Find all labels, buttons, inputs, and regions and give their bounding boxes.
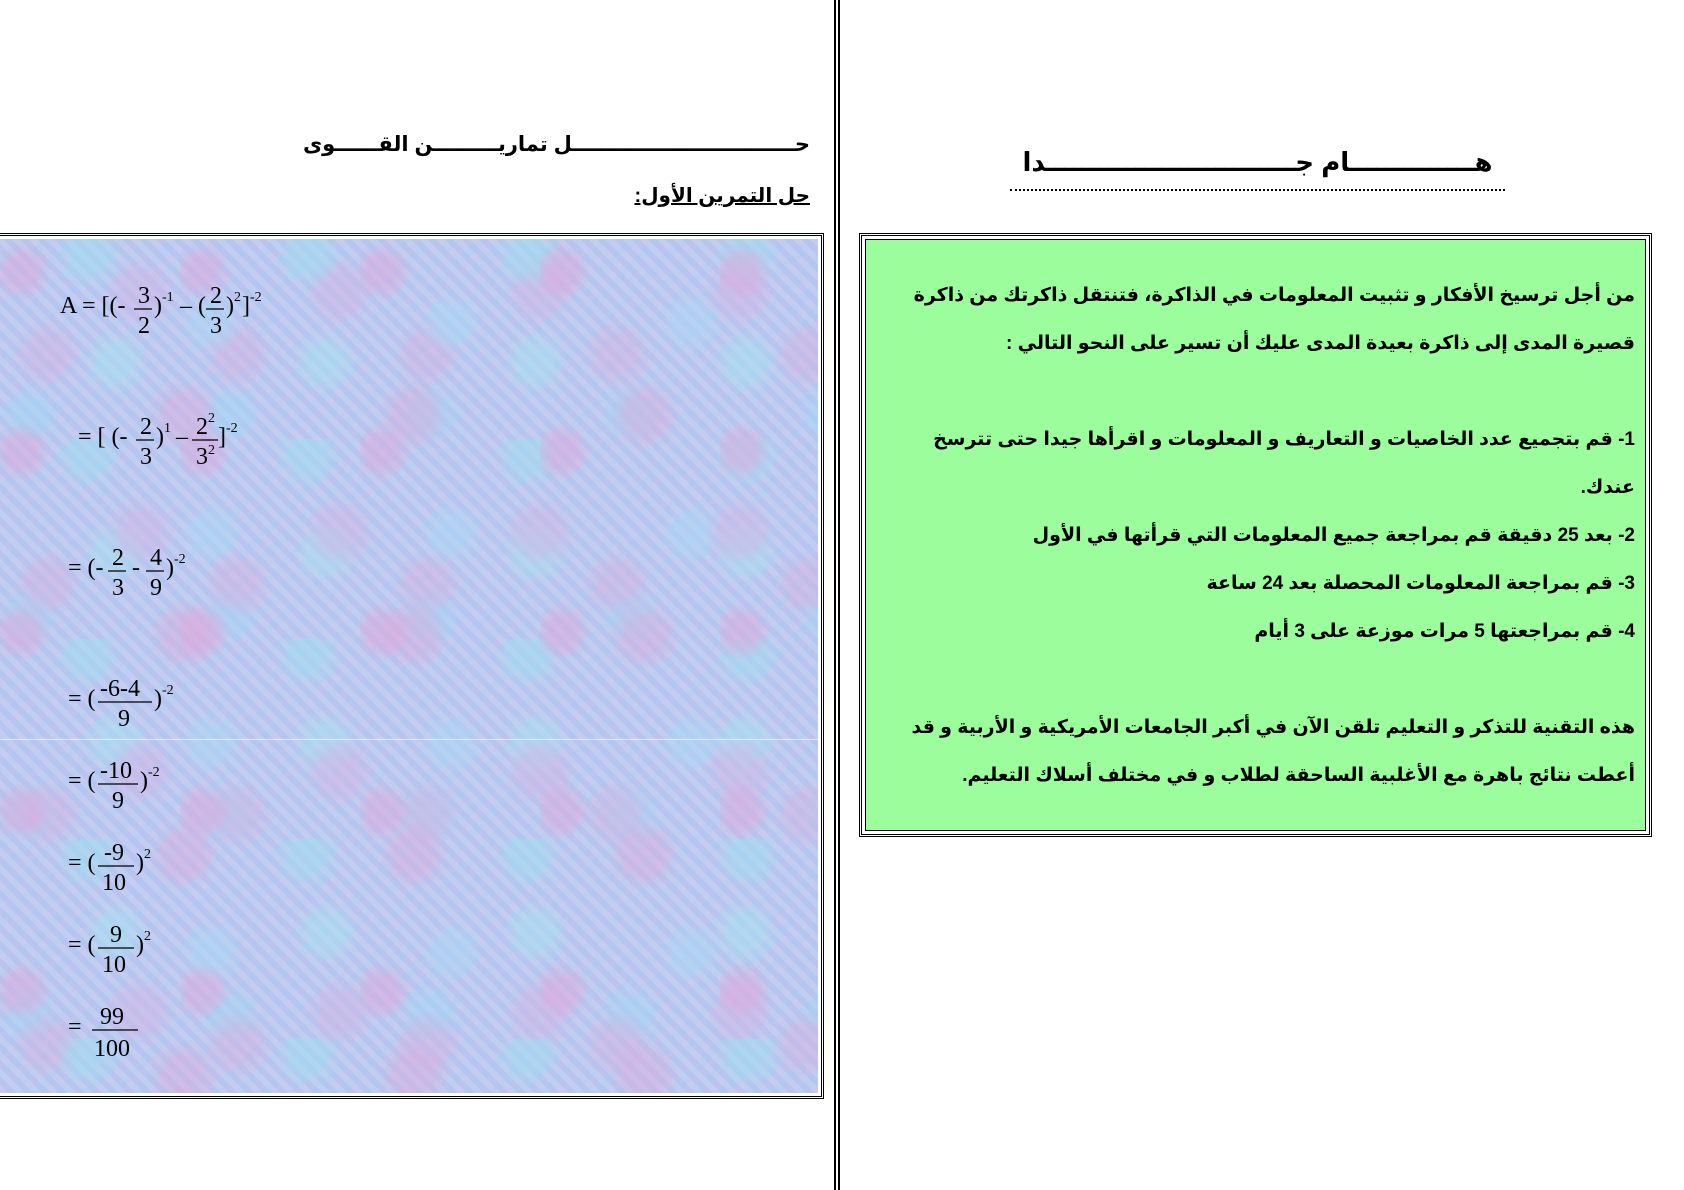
math-step-5 (68, 748, 388, 828)
svg-text:): ) (156, 424, 164, 450)
math-step-3 (68, 535, 388, 615)
exercise-subtitle: حل التمرين الأول: (634, 185, 810, 207)
page-divider (834, 0, 840, 1190)
svg-text:3: 3 (138, 283, 150, 309)
svg-text:-2: -2 (226, 421, 238, 436)
svg-text:100: 100 (94, 1036, 130, 1062)
svg-text:2: 2 (196, 414, 208, 440)
math-step-4 (68, 666, 388, 746)
svg-text:-2: -2 (250, 290, 262, 305)
svg-text:-6-4: -6-4 (100, 676, 140, 702)
svg-text:9: 9 (112, 788, 124, 814)
svg-text:= (: = ( (68, 768, 96, 794)
svg-text:10: 10 (102, 870, 126, 896)
svg-text:= [ (-: = [ (- (78, 424, 128, 450)
svg-text:): ) (136, 932, 144, 958)
svg-text:= (-: = (- (68, 555, 104, 581)
math-step-1 (60, 273, 380, 353)
svg-text:4: 4 (150, 545, 162, 571)
svg-text:– (: – ( (180, 293, 206, 319)
svg-text:2: 2 (210, 283, 222, 309)
svg-text:2: 2 (208, 411, 215, 426)
spacer (886, 656, 1635, 704)
svg-text:]: ] (218, 424, 226, 450)
math-solution-panel (0, 239, 818, 1093)
svg-text:1: 1 (164, 421, 171, 436)
svg-text:3: 3 (140, 444, 152, 470)
svg-text:-1: -1 (162, 290, 174, 305)
svg-text:): ) (136, 850, 144, 876)
svg-text:): ) (140, 768, 148, 794)
svg-text:9: 9 (118, 706, 130, 732)
tip-item-4: 4- قم بمراجعتها 5 مرات موزعة على 3 أيام (1254, 621, 1635, 642)
math-step-7 (68, 912, 388, 992)
tip-item-3: 3- قم بمراجعة المعلومات المحصلة بعد 24 ساعة (1206, 573, 1635, 594)
svg-text:): ) (226, 293, 234, 319)
svg-text:]: ] (242, 293, 250, 319)
svg-text:): ) (166, 555, 174, 581)
svg-text:2: 2 (144, 847, 151, 862)
memory-tips-box (865, 239, 1646, 831)
svg-text:-: - (132, 555, 140, 581)
svg-text:-9: -9 (104, 840, 124, 866)
svg-text:10: 10 (102, 952, 126, 978)
svg-text:3: 3 (196, 444, 208, 470)
svg-text:A = [(-: A = [(- (60, 293, 126, 319)
svg-text:3: 3 (112, 575, 124, 601)
tip-item-1: 1- قم بتجميع عدد الخاصيات و التعاريف و المعلومات و اقرأها جيدا حتى تترسخ عندك. (933, 429, 1635, 498)
svg-text:2: 2 (234, 290, 241, 305)
svg-text:= (: = ( (68, 686, 96, 712)
note-frame (859, 233, 1652, 837)
spacer (886, 368, 1635, 416)
svg-text:3: 3 (210, 313, 222, 339)
svg-text:2: 2 (144, 929, 151, 944)
svg-text:-2: -2 (174, 552, 186, 567)
svg-text:2: 2 (140, 414, 152, 440)
svg-text:-2: -2 (148, 765, 160, 780)
svg-text:=: = (68, 1014, 82, 1040)
math-step-6 (68, 830, 388, 910)
svg-text:-2: -2 (162, 683, 174, 698)
svg-text:9: 9 (150, 575, 162, 601)
math-step-2 (78, 404, 398, 484)
svg-text:2: 2 (138, 313, 150, 339)
svg-text:2: 2 (112, 545, 124, 571)
svg-text:): ) (154, 686, 162, 712)
tip-item-2: 2- بعد 25 دقيقة قم بمراجعة جميع المعلومات التي قرأتها في الأول (1032, 525, 1635, 546)
svg-text:–: – (176, 424, 188, 450)
important-title: هــــــــــــــام جــــــــــــــــــــــــــــدا (1010, 147, 1505, 191)
math-solution-frame (0, 233, 824, 1099)
svg-text:99: 99 (100, 1004, 124, 1030)
intro-paragraph: من أجل ترسيخ الأفكار و تثبيت المعلومات في الذاكرة، فتنتقل ذاكرتك من ذاكرة قصيرة المدى إلى ذاكرة بعيدة المدى عليك أن تسير على النحو التالي : (913, 285, 1635, 354)
svg-text:2: 2 (208, 443, 215, 458)
solution-title: حـــــــــــــــــــــــــــــــل تماريـــــــــن القــــــوى (302, 133, 810, 156)
svg-text:= (: = ( (68, 850, 96, 876)
svg-text:-10: -10 (100, 758, 132, 784)
svg-text:= (: = ( (68, 932, 96, 958)
svg-text:): ) (154, 293, 162, 319)
math-step-8 (68, 994, 388, 1074)
svg-text:9: 9 (110, 922, 122, 948)
conclusion-paragraph: هذه التقنية للتذكر و التعليم تلقن الآن في أكبر الجامعات الأمريكية و الأربية و قد أعطت نتائج باهرة مع الأغلبية الساحقة لطلاب و في مختلف أسلاك التعليم. (911, 717, 1635, 786)
